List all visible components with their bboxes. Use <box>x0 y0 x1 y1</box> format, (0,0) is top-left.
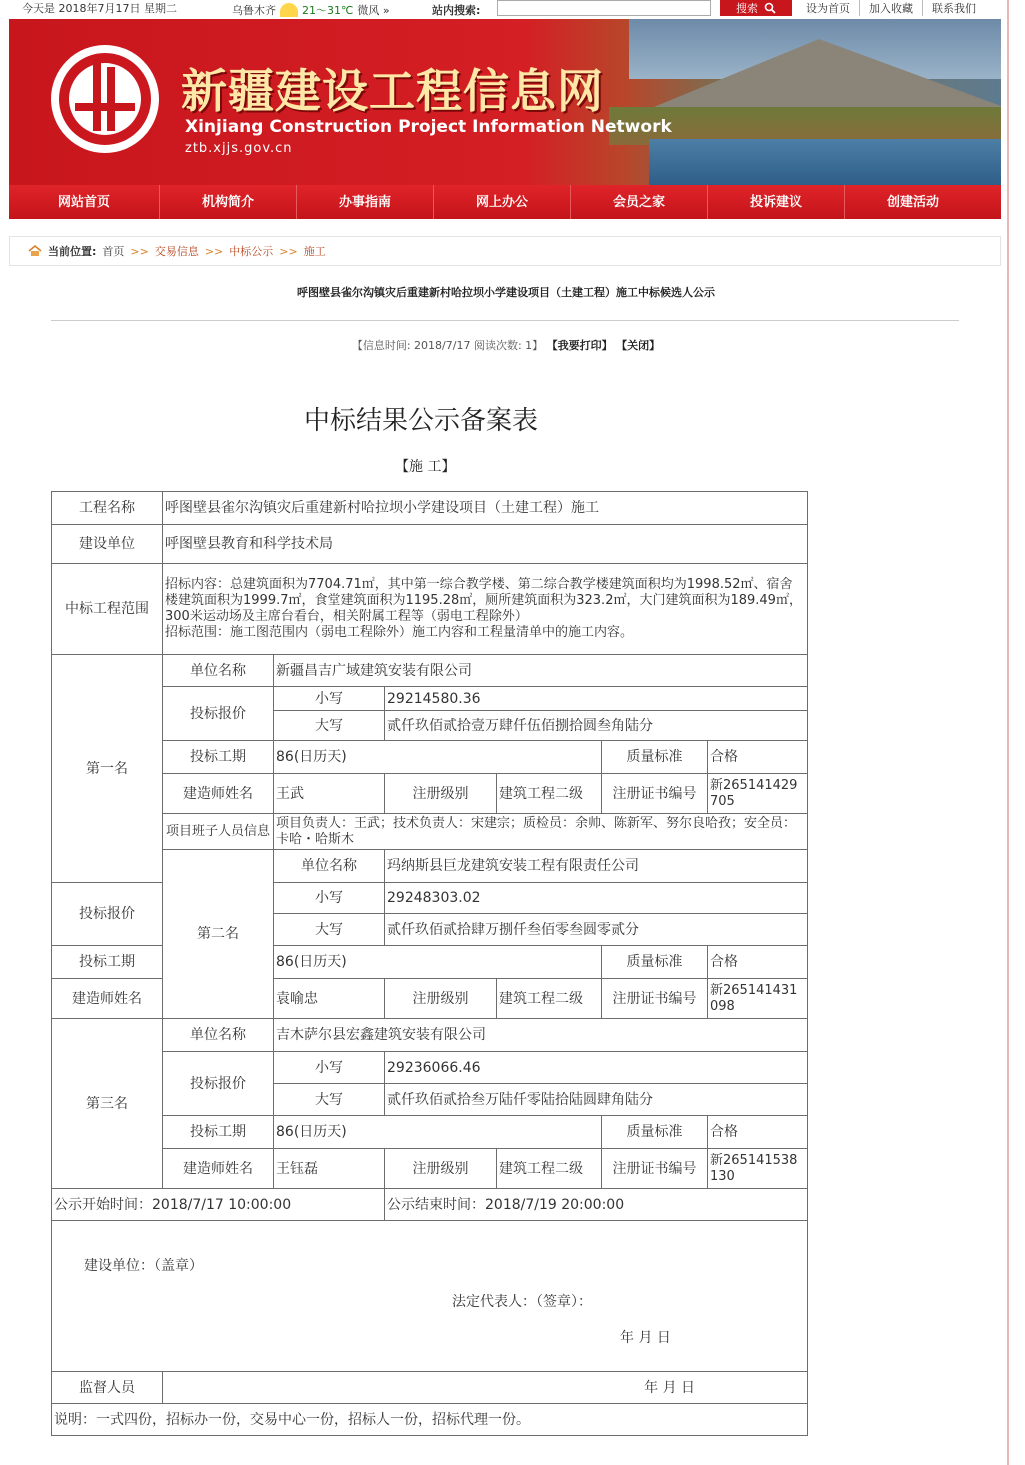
set-homepage-link[interactable]: 设为首页 <box>806 2 850 15</box>
sun-icon <box>280 3 298 17</box>
second-unit-name: 玛纳斯县巨龙建筑安装工程有限责任公司 <box>385 850 808 883</box>
bid-price-label: 投标报价 <box>163 1052 274 1116</box>
upper-label: 大写 <box>274 914 385 946</box>
quality-label: 质量标准 <box>602 741 708 774</box>
project-name-label: 工程名称 <box>52 492 163 525</box>
scope-value <box>163 564 808 655</box>
site-banner <box>9 19 1001 185</box>
nav-members[interactable]: 会员之家 <box>571 185 708 219</box>
nav-complaints[interactable]: 投诉建议 <box>708 185 845 219</box>
add-favorite-link[interactable]: 加入收藏 <box>859 0 922 16</box>
engineer-label: 建造师姓名 <box>52 979 163 1019</box>
reg-level-label: 注册级别 <box>385 774 497 814</box>
top-bar <box>0 0 1002 18</box>
first-unit-name: 新疆昌吉广域建筑安装有限公司 <box>274 655 808 687</box>
project-name-value: 呼图壁县雀尔沟镇灾后重建新村哈拉坝小学建设项目（土建工程）施工 <box>163 492 808 525</box>
nav-about[interactable]: 机构简介 <box>160 185 297 219</box>
first-period: 86(日历天) <box>274 741 602 774</box>
first-team: 项目负责人：王武；技术负责人：宋建宗；质检员：余帅、陈新军、努尔良哈孜；安全员：卡哈・哈斯木 <box>274 814 808 850</box>
third-unit-name: 吉木萨尔县宏鑫建筑安装有限公司 <box>274 1019 808 1052</box>
home-icon <box>28 245 42 257</box>
article-meta <box>0 337 1012 353</box>
breadcrumb-home[interactable]: 首页 <box>102 245 125 258</box>
first-quality: 合格 <box>708 741 808 774</box>
seal-builder: 建设单位：（盖章） <box>84 1258 203 1274</box>
second-reg-level: 建筑工程二级 <box>497 979 602 1019</box>
breadcrumb-construction[interactable]: 施工 <box>303 245 326 258</box>
second-cert-no: 新265141431098 <box>708 979 808 1019</box>
third-period: 86(日历天) <box>274 1116 602 1149</box>
article-title: 呼图壁县雀尔沟镇灾后重建新村哈拉坝小学建设项目（土建工程）施工中标候选人公示 <box>297 286 715 299</box>
unit-name-label: 单位名称 <box>163 1019 274 1052</box>
second-price-lower: 29248303.02 <box>385 883 808 914</box>
quality-label: 质量标准 <box>602 946 708 979</box>
search-button[interactable] <box>720 0 792 16</box>
lower-label: 小写 <box>274 687 385 711</box>
main-nav <box>9 185 1001 219</box>
supervisor-label: 监督人员 <box>52 1372 163 1404</box>
engineer-label: 建造师姓名 <box>163 774 274 814</box>
cert-no-label: 注册证书编号 <box>602 774 708 814</box>
third-cert-no: 新265141538130 <box>708 1149 808 1189</box>
print-link[interactable]: 【我要打印】 <box>546 339 613 352</box>
upper-label: 大写 <box>274 711 385 741</box>
supervisor-date: 年 月 日 <box>163 1372 808 1404</box>
first-price-upper: 贰仟玖佰贰拾壹万肆仟伍佰捌拾圆叁角陆分 <box>385 711 808 741</box>
nav-guide[interactable]: 办事指南 <box>297 185 434 219</box>
site-title-cn: 新疆建设工程信息网 <box>181 64 604 118</box>
award-form-table <box>51 491 808 1436</box>
third-reg-level: 建筑工程二级 <box>497 1149 602 1189</box>
close-link[interactable]: 【关闭】 <box>616 339 661 352</box>
first-reg-level: 建筑工程二级 <box>497 774 602 814</box>
breadcrumb-label: 当前位置: <box>48 245 97 258</box>
seal-date: 年 月 日 <box>620 1330 671 1346</box>
builder-value: 呼图壁县教育和科学技术局 <box>163 525 808 564</box>
lower-label: 小写 <box>274 1052 385 1084</box>
reg-level-label: 注册级别 <box>385 1149 497 1189</box>
contact-us-link[interactable]: 联系我们 <box>922 0 985 16</box>
first-engineer: 王武 <box>274 774 385 814</box>
site-logo[interactable] <box>49 43 161 155</box>
scope-range: 招标范围：施工图范围内（弱电工程除外）施工内容和工程量清单中的施工内容。 <box>165 625 634 640</box>
breadcrumb-separator: >> <box>279 244 298 258</box>
reg-level-label: 注册级别 <box>385 979 497 1019</box>
weather-city: 乌鲁木齐 <box>232 4 276 17</box>
bid-price-label: 投标报价 <box>52 883 163 946</box>
doc-title: 中标结果公示备案表 <box>304 406 539 436</box>
breadcrumb-separator: >> <box>204 244 224 258</box>
first-cert-no: 新265141429705 <box>708 774 808 814</box>
scope-label: 中标工程范围 <box>52 564 163 655</box>
top-links <box>806 0 985 16</box>
banner-water <box>649 139 1001 185</box>
breadcrumb <box>9 236 1001 266</box>
doc-subtitle: 【施 工】 <box>395 459 456 475</box>
page-side-border <box>1007 0 1009 1465</box>
breadcrumb-trade-info[interactable]: 交易信息 <box>154 245 199 258</box>
weather-wind[interactable]: 微风 » <box>357 4 390 17</box>
second-price-upper: 贰仟玖佰贰拾肆万捌仟叁佰零叁圆零贰分 <box>385 914 808 946</box>
unit-name-label: 单位名称 <box>274 850 385 883</box>
breadcrumb-separator: >> <box>130 244 149 258</box>
cert-no-label: 注册证书编号 <box>602 979 708 1019</box>
site-domain: ztb.xjjs.gov.cn <box>185 141 293 156</box>
cert-no-label: 注册证书编号 <box>602 1149 708 1189</box>
current-date: 今天是 2018年7月17日 星期二 <box>22 2 177 15</box>
nav-activities[interactable]: 创建活动 <box>886 195 939 210</box>
scope-content: 招标内容：总建筑面积为7704.71㎡，其中第一综合教学楼、第二综合教学楼建筑面积均为1998.52㎡、宿舍楼建筑面积为1999.7㎡，食堂建筑面积为1195.28㎡，厕所建筑面积为323.2㎡，大门建筑面积为189.49㎡，300米运动场及主席台看台，相关附属工程等（弱电工程除外） <box>165 577 802 624</box>
title-divider <box>51 320 959 321</box>
quality-label: 质量标准 <box>602 1116 708 1149</box>
first-price-lower: 29214580.36 <box>385 687 808 711</box>
third-price-upper: 贰仟玖佰贰拾叁万陆仟零陆拾陆圆肆角陆分 <box>385 1084 808 1116</box>
lower-label: 小写 <box>274 883 385 914</box>
team-label: 项目班子人员信息 <box>163 814 274 850</box>
breadcrumb-award-notice[interactable]: 中标公示 <box>229 245 274 258</box>
period-label: 投标工期 <box>163 1116 274 1149</box>
weather <box>232 2 390 18</box>
weather-temperature: 21～31℃ <box>302 4 354 17</box>
second-quality: 合格 <box>708 946 808 979</box>
third-price-lower: 29236066.46 <box>385 1052 808 1084</box>
unit-name-label: 单位名称 <box>163 655 274 687</box>
nav-online-office[interactable]: 网上办公 <box>434 185 571 219</box>
search-label: 站内搜索: <box>432 4 481 17</box>
notice-start-time: 公示开始时间：2018/7/17 10:00:00 <box>52 1189 385 1221</box>
form-note: 说明：一式四份，招标办一份，交易中心一份，招标人一份，招标代理一份。 <box>52 1404 808 1436</box>
notice-end-time: 公示结束时间：2018/7/19 20:00:00 <box>385 1189 808 1221</box>
third-engineer: 王钰磊 <box>274 1149 385 1189</box>
legal-representative: 法定代表人：（签章）： <box>452 1294 592 1310</box>
bid-price-label: 投标报价 <box>163 687 274 741</box>
second-period: 86(日历天) <box>274 946 602 979</box>
search-icon <box>764 2 776 14</box>
seal-section <box>52 1221 808 1372</box>
site-title-en: Xinjiang Construction Project Information Network <box>185 117 672 137</box>
upper-label: 大写 <box>274 1084 385 1116</box>
engineer-label: 建造师姓名 <box>163 1149 274 1189</box>
third-quality: 合格 <box>708 1116 808 1149</box>
rank-first: 第一名 <box>52 655 163 883</box>
article-info-time: 【信息时间: 2018/7/17 阅读次数: 1】 <box>351 339 544 352</box>
search-button-label: 搜索 <box>736 3 758 15</box>
banner-mountain <box>649 39 1001 109</box>
builder-label: 建设单位 <box>52 525 163 564</box>
rank-third: 第三名 <box>52 1019 163 1189</box>
period-label: 投标工期 <box>52 946 163 979</box>
rank-second: 第二名 <box>163 850 274 1019</box>
search-input[interactable] <box>497 0 711 16</box>
second-engineer: 袁喻忠 <box>274 979 385 1019</box>
nav-home[interactable]: 网站首页 <box>9 185 160 219</box>
period-label: 投标工期 <box>163 741 274 774</box>
